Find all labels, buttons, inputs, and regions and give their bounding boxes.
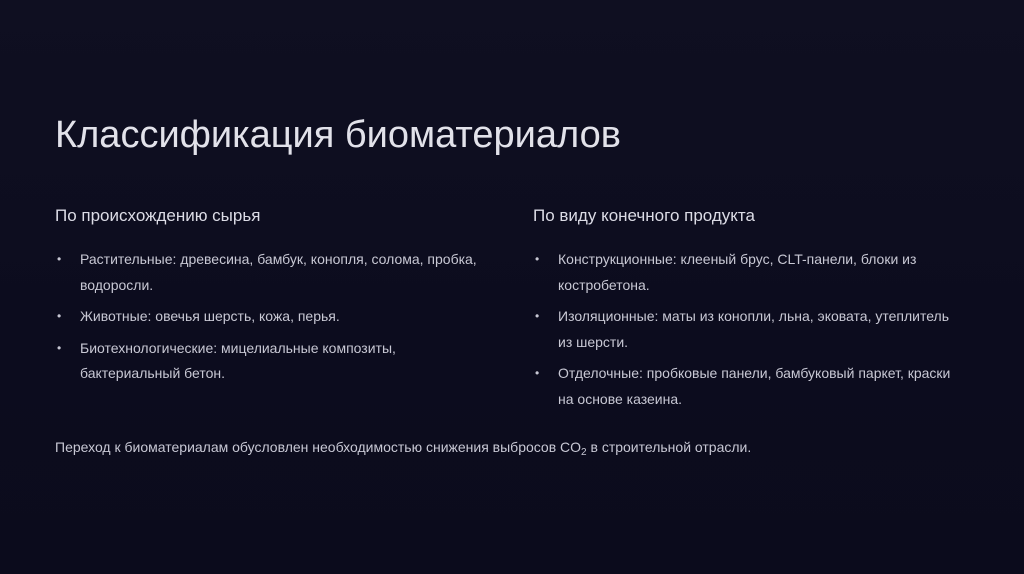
bullet-icon: • bbox=[57, 340, 62, 355]
product-list bbox=[533, 247, 963, 412]
list-item bbox=[55, 247, 485, 298]
list-item-text: Биотехнологические: мицелиальные композиты, бактериальный бетон. bbox=[80, 339, 396, 381]
origin-heading: По происхождению сырья bbox=[55, 206, 261, 225]
bullet-icon: • bbox=[57, 252, 62, 266]
origin-column bbox=[55, 205, 485, 393]
bullet-icon: • bbox=[57, 309, 62, 323]
slide-title: Классификация биоматериалов bbox=[55, 114, 621, 156]
list-item-text: Изоляционные: маты из конопли, льна, эковата, утеплитель из шерсти. bbox=[558, 308, 950, 350]
list-item bbox=[55, 304, 485, 330]
list-item bbox=[533, 361, 963, 412]
footer-text-before: Переход к биоматериалам обусловлен необходимостью снижения выбросов CO bbox=[55, 439, 582, 455]
footer-subscript: 2 bbox=[581, 447, 587, 458]
origin-list bbox=[55, 247, 485, 387]
bullet-icon: • bbox=[535, 309, 540, 323]
footer-text-after: в строительной отрасли. bbox=[586, 439, 752, 455]
list-item-text: Отделочные: пробковые панели, бамбуковый паркет, краски на основе казеина. bbox=[558, 365, 951, 407]
product-heading: По виду конечного продукта bbox=[533, 206, 755, 225]
list-item-text: Животные: овечья шерсть, кожа, перья. bbox=[80, 308, 340, 324]
product-column bbox=[533, 205, 963, 418]
list-item-text: Конструкционные: клееный брус, CLT-панели, блоки из костробетона. bbox=[558, 251, 917, 293]
footer-note bbox=[55, 436, 751, 464]
list-item bbox=[55, 336, 485, 387]
list-item bbox=[533, 304, 963, 355]
bullet-icon: • bbox=[535, 252, 540, 266]
list-item bbox=[533, 247, 963, 298]
bullet-icon: • bbox=[535, 366, 540, 380]
list-item-text: Растительные: древесина, бамбук, конопля, солома, пробка, водоросли. bbox=[80, 251, 477, 293]
